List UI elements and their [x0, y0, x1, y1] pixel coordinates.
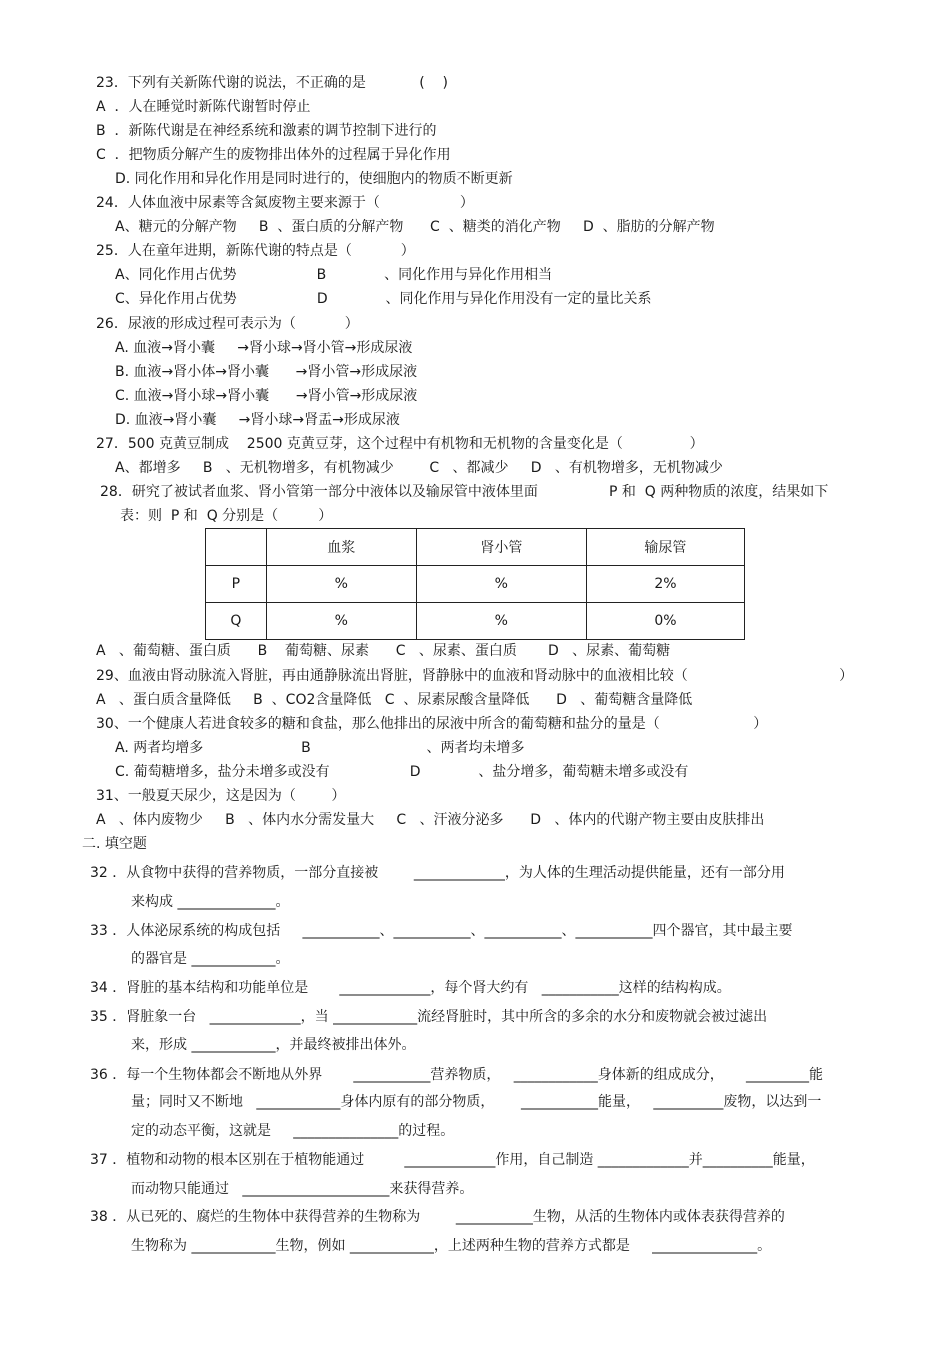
q23-stem: 23．下列有关新陈代谢的说法，不正确的是 ( ) [96, 75, 448, 91]
section-heading: 二. 填空题 [82, 836, 147, 852]
q36-line3: 定的动态平衡，这就是 _______________的过程。 [131, 1123, 455, 1139]
q24-stem: 24．人体血液中尿素等含氮废物主要来源于（ ） [96, 195, 474, 211]
q37-line1: 37 ．植物和动物的根本区别在于植物能通过 _____________作用，自己制造 _____________并__________能量， [90, 1152, 815, 1168]
q38-line2: 生物称为 ____________生物，例如 ____________，上述两种生物的营养方式都是 _______________。 [131, 1238, 772, 1254]
q29-options: A 、蛋白质含量降低 B 、CO2含量降低 C 、尿素尿酸含量降低 D 、葡萄糖含量降低 [96, 692, 693, 708]
table-cell: % [266, 603, 416, 640]
q28-stem-line1: 28．研究了被试者血浆、肾小管第一部分中液体以及输尿管中液体里面 P 和 Q 两种物质的浓度，结果如下 [100, 484, 829, 500]
table-row [206, 566, 745, 603]
q26-option-a: A. 血液→肾小囊 →肾小球→肾小管→形成尿液 [115, 340, 413, 356]
q27-options: A、都增多 B 、无机物增多，有机物减少 C 、都减少 D 、有机物增多，无机物减少 [115, 460, 723, 476]
q32-line1: 32 ．从食物中获得的营养物质，一部分直接被 _____________，为人体的生理活动提供能量，还有一部分用 [90, 865, 785, 881]
q32-line2: 来构成 ______________。 [131, 894, 290, 910]
table-cell: 2% [586, 566, 744, 603]
q26-option-c: C. 血液→肾小球→肾小囊 →肾小管→形成尿液 [115, 388, 418, 404]
q35-line2: 来，形成 ____________，并最终被排出体外。 [131, 1037, 416, 1053]
q31-options: A 、体内废物少 B 、体内水分需发量大 C 、汗液分泌多 D 、体内的代谢产物主要由皮肤排出 [96, 812, 765, 828]
q30-options-cd: C. 葡萄糖增多，盐分未增多或没有 D 、盐分增多，葡萄糖未增多或没有 [115, 764, 689, 780]
q36-line2: 量；同时又不断地 ____________身体内原有的部分物质， ___________能量， __________废物，以达到一 [131, 1094, 822, 1110]
q29-stem: 29、血液由肾动脉流入肾脏，再由通静脉流出肾脏，肾静脉中的血液和肾动脉中的血液相比较（ ） [96, 668, 854, 684]
q33-line1: 33 ．人体泌尿系统的构成包括 ___________、___________、___________、___________四个器官，其中最主要 [90, 923, 793, 939]
table-cell: % [416, 566, 586, 603]
table-header-row [206, 529, 745, 566]
table-cell: % [416, 603, 586, 640]
table-cell: Q [206, 603, 267, 640]
q34-line1: 34 ．肾脏的基本结构和功能单位是 _____________，每个肾大约有 ___________这样的结构构成。 [90, 980, 731, 996]
q31-stem: 31、一般夏天尿少，这是因为（ ） [96, 788, 346, 804]
table-header-cell: 血浆 [266, 529, 416, 566]
q23-option-d: D. 同化作用和异化作用是同时进行的，使细胞内的物质不断更新 [115, 171, 513, 187]
table-cell: % [266, 566, 416, 603]
q28-stem-line2: 表：则 P 和 Q 分别是（ ） [120, 508, 333, 524]
q26-option-d: D. 血液→肾小囊 →肾小球→肾盂→形成尿液 [115, 412, 400, 428]
q28-table [205, 528, 745, 640]
q38-line1: 38 ．从已死的、腐烂的生物体中获得营养的生物称为 ___________生物，从活的生物体内或体表获得营养的 [90, 1209, 785, 1225]
table-header-cell: 肾小管 [416, 529, 586, 566]
table-header-cell [206, 529, 267, 566]
q23-option-b: B ．新陈代谢是在神经系统和激素的调节控制下进行的 [96, 123, 437, 139]
q26-stem: 26．尿液的形成过程可表示为（ ） [96, 316, 359, 332]
q25-options-cd: C、异化作用占优势 D 、同化作用与异化作用没有一定的量比关系 [115, 291, 652, 307]
q25-stem: 25．人在童年进期，新陈代谢的特点是（ ） [96, 243, 415, 259]
q35-line1: 35 ．肾脏象一台 _____________，当 ____________流经肾脏时，其中所含的多余的水分和废物就会被过滤出 [90, 1009, 768, 1025]
q24-options: A、糖元的分解产物 B 、蛋白质的分解产物 C 、糖类的消化产物 D 、脂肪的分解产物 [115, 219, 715, 235]
table-cell: P [206, 566, 267, 603]
q37-line2: 而动物只能通过 _____________________来获得营养。 [131, 1181, 474, 1197]
q26-option-b: B. 血液→肾小体→肾小囊 →肾小管→形成尿液 [115, 364, 418, 380]
q25-options-ab: A、同化作用占优势 B 、同化作用与异化作用相当 [115, 267, 553, 283]
q23-option-a: A ．人在睡觉时新陈代谢暂时停止 [96, 99, 311, 115]
table-header-cell: 输尿管 [586, 529, 744, 566]
q33-line2: 的器官是 ____________。 [131, 951, 290, 967]
q27-stem: 27．500 克黄豆制成 2500 克黄豆芽，这个过程中有机物和无机物的含量变化是（ ） [96, 436, 704, 452]
q30-options-ab: A. 两者均增多 B 、两者均未增多 [115, 740, 525, 756]
table-row [206, 603, 745, 640]
q36-line1: 36 ．每一个生物体都会不断地从外界 ___________营养物质， ____________身体新的组成成分， _________能 [90, 1067, 824, 1083]
q23-option-c: C ．把物质分解产生的废物排出体外的过程属于异化作用 [96, 147, 451, 163]
q28-options: A 、葡萄糖、蛋白质 B 葡萄糖、尿素 C 、尿素、蛋白质 D 、尿素、葡萄糖 [96, 643, 671, 659]
table-cell: 0% [586, 603, 744, 640]
q30-stem: 30、一个健康人若进食较多的糖和食盐，那么他排出的尿液中所含的葡萄糖和盐分的量是（ ） [96, 716, 768, 732]
